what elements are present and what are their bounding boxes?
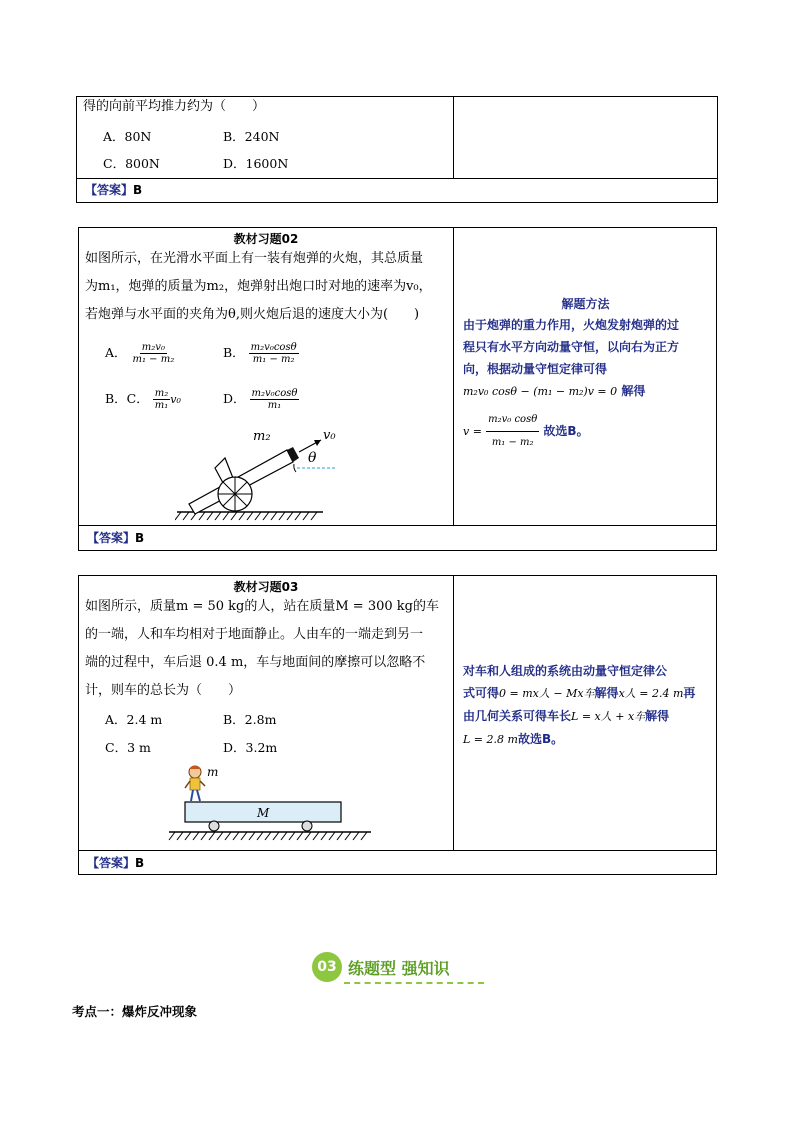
option-label: B．	[223, 345, 245, 360]
label-v0: v₀	[323, 428, 336, 443]
label-m2: m₂	[253, 429, 271, 444]
option-b: B．240N	[223, 129, 280, 144]
option-c	[105, 388, 181, 411]
section-number-badge: 03	[312, 952, 342, 982]
option-d	[223, 388, 299, 411]
exercise-title: 教材习题03	[233, 580, 299, 594]
cart-wheel	[209, 821, 219, 831]
denominator: m₁	[267, 400, 282, 411]
section-underline	[344, 982, 484, 984]
option-a: A．80N	[103, 129, 152, 144]
denominator: m₁ − m₂	[132, 354, 175, 365]
row-divider	[77, 178, 717, 179]
section-heading	[312, 952, 450, 982]
stem-line: 如图所示，在光滑水平面上有一装有炮弹的火炮，其总质量	[85, 251, 424, 266]
denominator: m₁	[154, 400, 169, 411]
option-label: D．	[223, 391, 246, 406]
solution-equation-1: m₂v₀ cosθ − (m₁ − m₂)v = 0 解得	[463, 384, 646, 398]
option-tail: v₀	[170, 393, 181, 406]
solution-text	[463, 660, 715, 751]
label-theta: θ	[308, 450, 317, 466]
answer-row	[87, 854, 144, 871]
option-label: A．	[105, 345, 127, 360]
section-title: 练题型 强知识	[348, 958, 450, 978]
option-c: C．3 m	[105, 740, 151, 755]
question-stem	[85, 245, 451, 329]
cart-wheel	[302, 821, 312, 831]
option-d: D．3.2m	[223, 740, 278, 755]
answer-label: 【答案】	[85, 183, 134, 197]
answer-value: B	[135, 531, 145, 545]
question-table-3	[78, 575, 717, 875]
solution-line: 对车和人组成的系统由动量守恒定律公	[463, 664, 668, 678]
answer-row	[85, 181, 142, 198]
row-divider	[79, 525, 716, 526]
exercise-title: 教材习题02	[233, 232, 299, 246]
question-stem-tail: 得的向前平均推力约为（ ）	[83, 99, 266, 114]
answer-value: B	[133, 183, 143, 197]
option-fraction	[249, 342, 299, 365]
label-M: M	[257, 806, 270, 820]
answer-value: B	[135, 856, 145, 870]
solution-heading: 解题方法	[561, 297, 610, 311]
option-a	[105, 342, 176, 365]
stem-line: 如图所示，质量m = 50 kg的人，站在质量M = 300 kg的车	[85, 599, 439, 614]
option-d: D．1600N	[223, 156, 289, 171]
stem-line: 的一端，人和车均相对于地面静止。人由车的一端走到另一	[85, 627, 424, 642]
solution-line: L = 2.8 m故选B。	[463, 732, 564, 746]
option-b	[223, 342, 299, 365]
denominator: m₁ − m₂	[252, 354, 295, 365]
solution-text	[463, 314, 713, 454]
solution-line: 向，根据动量守恒定律可得	[463, 362, 608, 376]
solution-line: 程只有水平方向动量守恒，以向右为正方	[463, 340, 680, 354]
kaodian-heading: 考点一：爆炸反冲现象	[72, 1004, 198, 1019]
numerator: m₂v₀cosθ	[250, 342, 297, 353]
option-fraction	[131, 342, 177, 365]
column-divider	[453, 228, 454, 526]
stem-line: 端的过程中，车后退 0.4 m，车与地面间的摩擦可以忽略不	[85, 655, 426, 670]
question-table-2	[78, 227, 717, 551]
row-divider	[79, 850, 716, 851]
numerator: m₂v₀	[141, 342, 165, 353]
option-c: C．800N	[103, 156, 160, 171]
ground-hatch	[169, 832, 367, 840]
stem-line: 计，则车的总长为（ ）	[85, 683, 242, 698]
answer-label: 【答案】	[87, 531, 136, 545]
solution-line: 由于炮弹的重力作用，火炮发射炮弹的过	[463, 318, 680, 332]
person-figure	[185, 766, 205, 802]
question-stem	[85, 593, 451, 705]
question-table-1	[76, 96, 718, 203]
option-fraction	[153, 388, 171, 411]
option-a: A．2.4 m	[105, 712, 163, 727]
numerator: m₂v₀cosθ	[251, 388, 298, 399]
answer-label: 【答案】	[87, 856, 136, 870]
numerator: m₂	[154, 388, 169, 399]
label-m: m	[207, 765, 219, 779]
cart-figure	[167, 764, 373, 846]
stem-line: 为m₁，炮弹的质量为m₂，炮弹射出炮口时对地的速率为v₀，	[85, 279, 432, 294]
solution-line: 由几何关系可得车长L = x人 + x车解得	[463, 709, 670, 723]
angle-arc	[294, 464, 296, 472]
column-divider	[453, 576, 454, 851]
stem-line: 若炮弹与水平面的夹角为θ,则火炮后退的速度大小为( )	[85, 307, 420, 322]
option-b: B．2.8m	[223, 712, 277, 727]
answer-row	[87, 529, 144, 546]
solution-line: 式可得0 = mx人 − Mx车解得x人 = 2.4 m再	[463, 686, 696, 700]
column-divider	[453, 97, 454, 179]
solution-equation-2: v = $\frac{\text{m₂v₀ cosθ}}{\text{m₁ − m₂}}$ 故选B。	[463, 409, 713, 454]
option-fraction	[250, 388, 300, 411]
cannon-figure	[175, 428, 345, 524]
option-label: B．C．	[105, 391, 149, 406]
